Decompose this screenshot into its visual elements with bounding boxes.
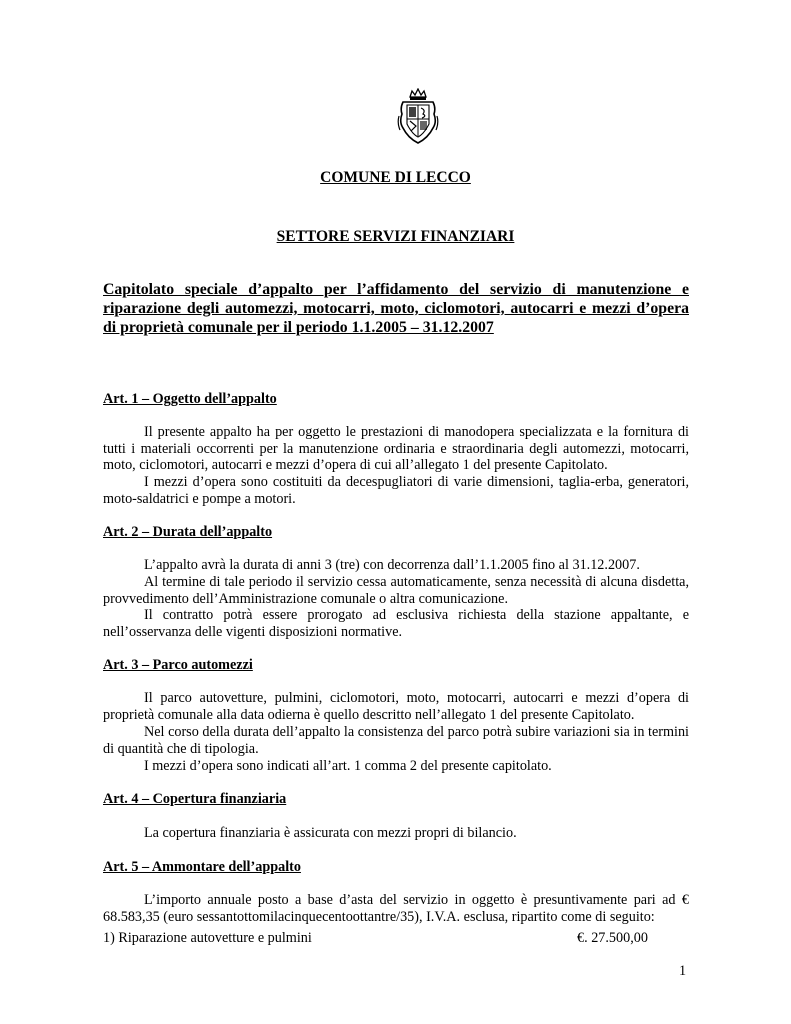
article-4-heading: Art. 4 – Copertura finanziaria	[103, 791, 287, 807]
article-1-heading: Art. 1 – Oggetto dell’appalto	[103, 391, 277, 407]
article-2-paragraph-2: Al termine di tale periodo il servizio cessa automaticamente, senza necessità di alcuna disdetta, provvedimento dell’Amministrazione comunale o altra comunicazione.	[103, 574, 689, 607]
document-subject: Capitolato speciale d’appalto per l’affidamento del servizio di manutenzione e riparazione degli automezzi, motocarri, moto, ciclomotori, autocarri e mezzi d’opera di proprietà comunale per il periodo 1.1.2005 – 31.12.2007	[103, 281, 689, 336]
article-2-heading: Art. 2 – Durata dell’appalto	[103, 524, 273, 540]
article-1-paragraph-2: I mezzi d’opera sono costituiti da decespugliatori di varie dimensioni, taglia-erba, generatori, moto-saldatrici e pompe a motori.	[103, 474, 689, 507]
article-4-paragraph-1: La copertura finanziaria è assicurata con mezzi propri di bilancio.	[144, 825, 517, 841]
article-3-paragraph-2: Nel corso della durata dell’appalto la consistenza del parco potrà subire variazioni sia in termini di quantità che di tipologia.	[103, 724, 689, 757]
article-5-paragraph-1: L’importo annuale posto a base d’asta del servizio in oggetto è presuntivamente pari ad € 68.583,35 (euro sessantottomilacinquecentoottantre/35), I.V.A. esclusa, ripartito come di seguito:	[103, 892, 689, 925]
cost-line-amount: €. 27.500,00	[577, 930, 648, 946]
department-title: SETTORE SERVIZI FINANZIARI	[276, 228, 515, 245]
article-3-paragraph-3: I mezzi d’opera sono indicati all’art. 1 comma 2 del presente capitolato.	[144, 758, 552, 774]
coat-of-arms-icon	[396, 88, 440, 146]
municipality-title: COMUNE DI LECCO	[320, 169, 471, 186]
page-number: 1	[679, 963, 687, 979]
article-2-paragraph-3: Il contratto potrà essere prorogato ad esclusiva richiesta della stazione appaltante, e nell’osservanza delle vigenti disposizioni normative.	[103, 607, 689, 640]
article-3-heading: Art. 3 – Parco automezzi	[103, 657, 253, 673]
cost-line-item	[103, 930, 689, 947]
cost-line-label: 1) Riparazione autovetture e pulmini	[103, 930, 312, 946]
article-2-paragraph-1: L’appalto avrà la durata di anni 3 (tre) con decorrenza dall’1.1.2005 fino al 31.12.2007.	[144, 557, 640, 573]
article-1-paragraph-1: Il presente appalto ha per oggetto le prestazioni di manodopera specializzata e la fornitura di tutti i materiali occorrenti per la manutenzione ordinaria e straordinaria degli automezzi, motocarri, moto, ciclomotori, autocarri e mezzi d’opera di cui all’allegato 1 del presente Capitolato.	[103, 424, 689, 473]
article-5-heading: Art. 5 – Ammontare dell’appalto	[103, 859, 301, 875]
article-3-paragraph-1: Il parco autovetture, pulmini, ciclomotori, moto, motocarri, autocarri e mezzi d’opera di proprietà comunale alla data odierna è quello descritto nell’allegato 1 del presente Capitolato.	[103, 690, 689, 723]
